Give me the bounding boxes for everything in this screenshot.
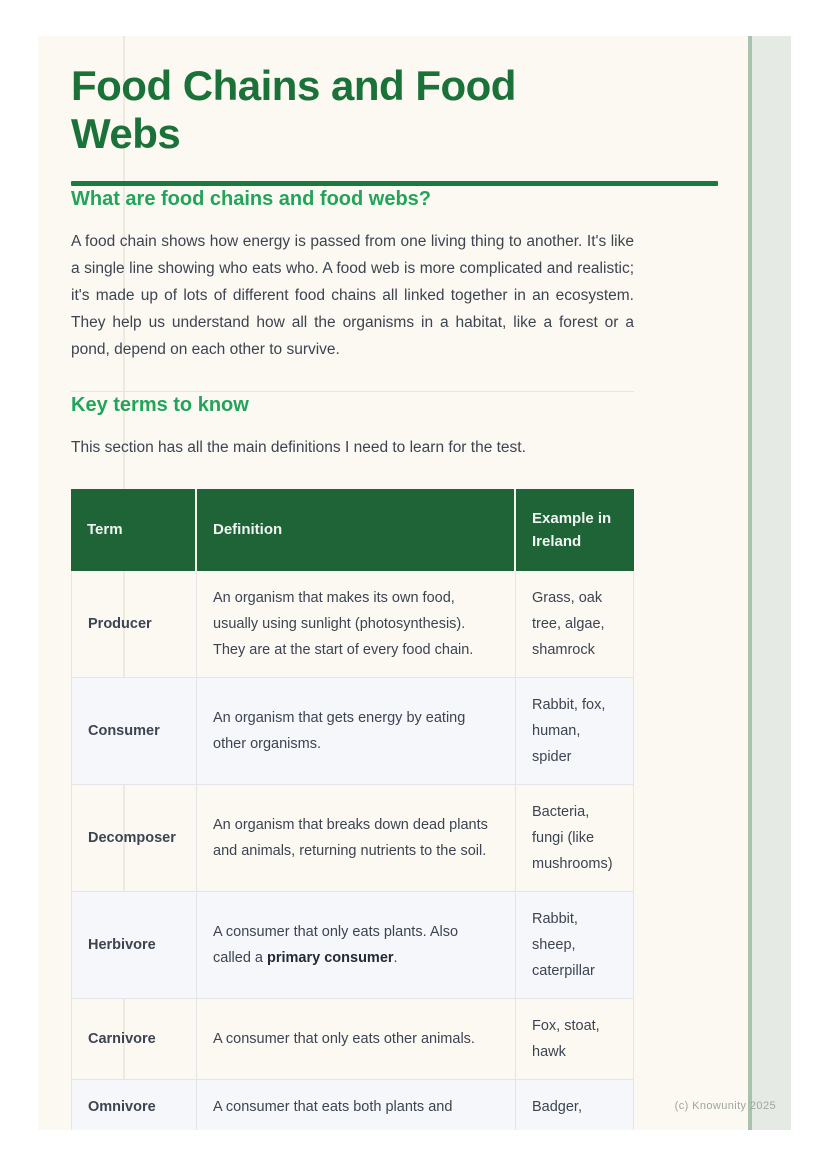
document-page bbox=[38, 36, 791, 1130]
example-cell: Grass, oak tree, algae, shamrock bbox=[516, 571, 634, 678]
definition-cell bbox=[197, 785, 516, 892]
term-cell: Consumer bbox=[71, 678, 197, 785]
term-cell: Decomposer bbox=[71, 785, 197, 892]
definition-text: An organism that breaks down dead plants and animals, returning nutrients to the soil. bbox=[213, 816, 488, 859]
table-row-herbivore bbox=[71, 892, 634, 999]
definition-cell bbox=[197, 1080, 516, 1130]
table-row-producer bbox=[71, 571, 634, 678]
term-cell: Producer bbox=[71, 571, 197, 678]
table-row-omnivore bbox=[71, 1080, 634, 1130]
term-cell: Herbivore bbox=[71, 892, 197, 999]
example-cell: Fox, stoat, hawk bbox=[516, 999, 634, 1080]
page-title: Food Chains and Food Webs bbox=[71, 62, 516, 158]
column-header-example: Example in Ireland bbox=[516, 489, 634, 571]
definition-cell bbox=[197, 999, 516, 1080]
table-row-decomposer bbox=[71, 785, 634, 892]
definition-text: A consumer that eats both plants and bbox=[213, 1098, 453, 1115]
page-content bbox=[71, 36, 634, 1130]
key-terms-intro: This section has all the main definitions I need to learn for the test. bbox=[71, 438, 526, 456]
example-cell: Badger, bbox=[516, 1080, 634, 1130]
page-edge-stripe bbox=[748, 36, 791, 1130]
table-row-carnivore bbox=[71, 999, 634, 1080]
definition-text: A consumer that only eats plants. Also called a bbox=[213, 923, 459, 966]
definition-text: An organism that gets energy by eating other organisms. bbox=[213, 709, 466, 752]
example-cell: Bacteria, fungi (like mushrooms) bbox=[516, 785, 634, 892]
term-cell: Carnivore bbox=[71, 999, 197, 1080]
section-heading-key-terms: Key terms to know bbox=[71, 393, 249, 416]
definition-cell bbox=[197, 678, 516, 785]
table-row-consumer bbox=[71, 678, 634, 785]
column-header-definition: Definition bbox=[197, 489, 516, 571]
definition-cell bbox=[197, 571, 516, 678]
definition-text: An organism that makes its own food, usually using sunlight (photosynthesis). They are at the start of every food chain. bbox=[213, 589, 474, 658]
definition-bold-text: primary consumer bbox=[267, 949, 394, 966]
definition-cell bbox=[197, 892, 516, 999]
key-terms-table bbox=[71, 489, 634, 1130]
table-header-row bbox=[71, 489, 634, 571]
intro-paragraph: A food chain shows how energy is passed from one living thing to another. It's like a single line showing who eats who. A food web is more complicated and realistic; it's made up of lots of different food chains all linked together in an ecosystem. They help us understand how all the organisms in a habitat, like a forest or a pond, depend on each other to survive. bbox=[71, 232, 634, 358]
definition-text-suffix: . bbox=[393, 949, 398, 966]
example-cell: Rabbit, fox, human, spider bbox=[516, 678, 634, 785]
section-heading-intro: What are food chains and food webs? bbox=[71, 187, 432, 210]
copyright-watermark: (c) Knowunity 2025 bbox=[674, 1100, 776, 1112]
definition-text: A consumer that only eats other animals. bbox=[213, 1030, 475, 1047]
example-cell: Rabbit, sheep, caterpillar bbox=[516, 892, 634, 999]
term-cell: Omnivore bbox=[71, 1080, 197, 1130]
column-header-term: Term bbox=[71, 489, 197, 571]
